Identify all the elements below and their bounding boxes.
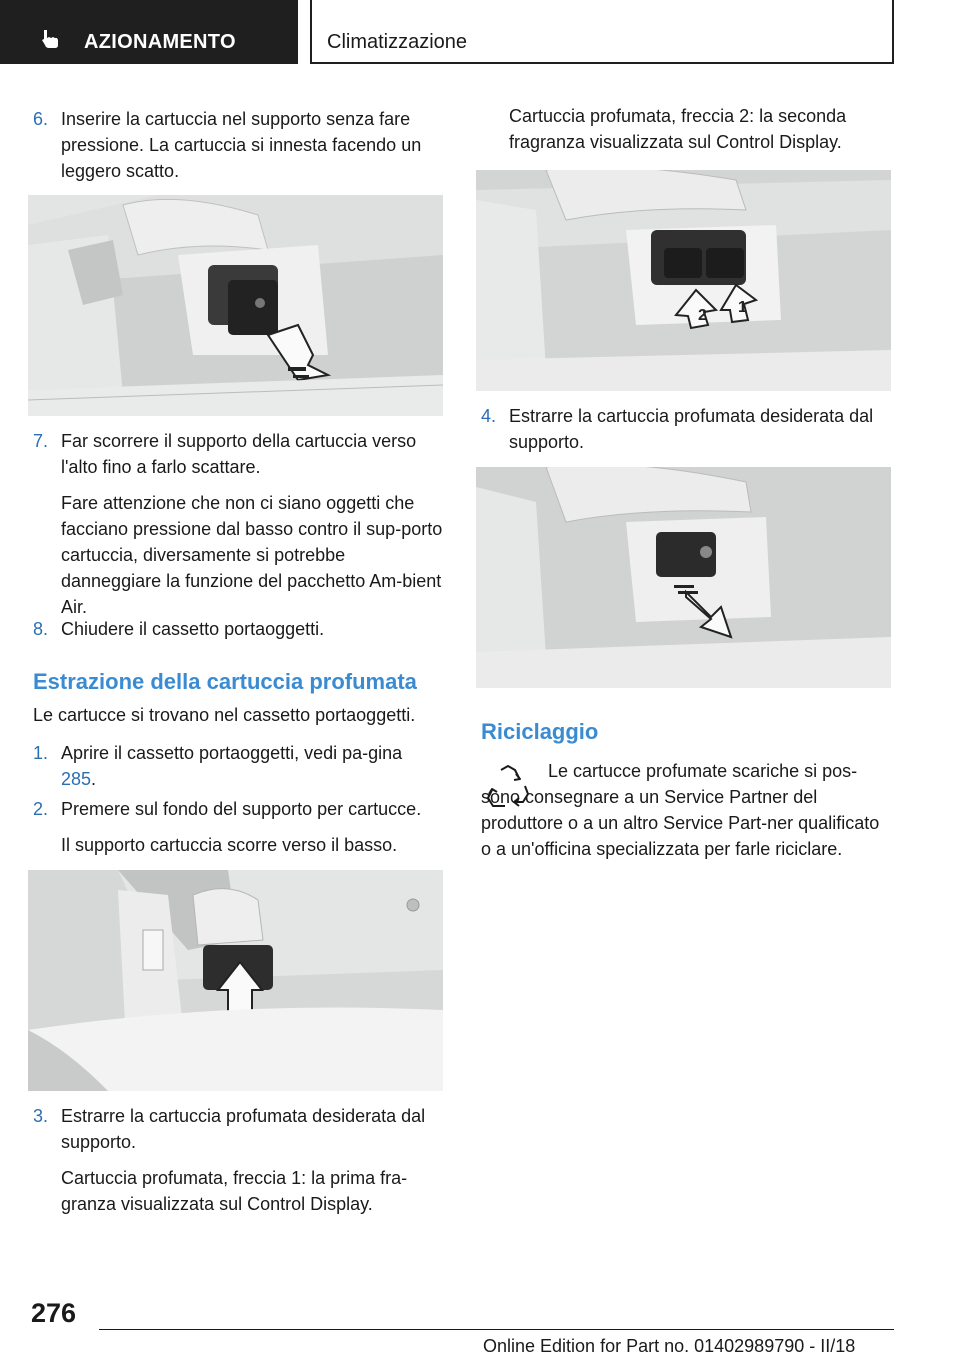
page-number: 276 <box>31 1298 77 1328</box>
step-number: 6. <box>33 109 49 129</box>
arrow-label-1: 1 <box>738 299 747 316</box>
step-4 <box>481 403 896 455</box>
figure-press-holder <box>28 870 443 1091</box>
arrow-label-2: 2 <box>698 307 707 324</box>
step-text: Premere sul fondo del supporto per cartucce. <box>61 799 422 819</box>
step-number: 8. <box>33 619 49 639</box>
footer-divider <box>99 1329 894 1330</box>
step-text: Far scorrere il supporto della cartuccia verso l'alto fino a farlo scattare. <box>61 431 417 477</box>
extract-cartridge-illustration <box>476 467 891 688</box>
step-text <box>61 740 423 792</box>
figure-cartridge-insert <box>28 195 443 416</box>
step-number: 1. <box>33 743 49 763</box>
section-intro: Le cartucce si trovano nel cassetto portaoggetti. <box>33 705 416 725</box>
step-1 <box>33 740 423 792</box>
figure-two-arrows <box>476 170 891 391</box>
section-heading: Estrazione della cartuccia profumata <box>33 669 417 694</box>
step-8 <box>33 616 448 642</box>
step-note: Fare attenzione che non ci siano oggetti che facciano pressione dal basso contro il sup-porto cartuccia, diversamente si potrebbe danneggiare la funzione del pacchetto Am-bient Air. <box>61 493 443 617</box>
section-tab[interactable] <box>0 0 298 64</box>
step-note: Il supporto cartuccia scorre verso il basso. <box>61 835 398 855</box>
page-link[interactable]: 285 <box>61 769 92 789</box>
press-holder-illustration <box>28 870 443 1091</box>
step-text-part: . <box>91 769 97 789</box>
pointing-hand-icon <box>40 28 62 50</box>
cartridge-insert-illustration <box>28 195 443 416</box>
step-text: Chiudere il cassetto portaoggetti. <box>61 619 325 639</box>
step-number: 3. <box>33 1106 49 1126</box>
step-number: 4. <box>481 406 497 426</box>
step-2 <box>33 796 458 858</box>
section-tab-label: AZIONAMENTO <box>84 31 236 53</box>
step-text: Estrarre la cartuccia profumata desiderata dal supporto. <box>61 1106 426 1152</box>
step-3 <box>33 1103 448 1217</box>
chapter-tab-label: Climatizzazione <box>327 31 468 53</box>
chapter-tab[interactable] <box>310 0 894 64</box>
step-number: 2. <box>33 799 49 819</box>
figure-extract-cartridge <box>476 467 891 688</box>
two-arrows-illustration <box>476 170 891 391</box>
continued-note: Cartuccia profumata, freccia 2: la seconda fragranza visualizzata sul Control Display. <box>509 106 847 152</box>
recycling-text <box>481 758 886 862</box>
step-note: Cartuccia profumata, freccia 1: la prima fra-granza visualizzata sul Control Display. <box>61 1168 408 1214</box>
step-7 <box>33 428 448 620</box>
recycling-heading: Riciclaggio <box>481 719 599 744</box>
step-text-part: Aprire il cassetto portaoggetti, vedi pa-gina <box>61 743 403 763</box>
recycling-text-body: Le cartucce profumate scariche si pos-sono consegnare a un Service Partner del produttore o a un altro Service Part-ner qualificato o a un'officina specializzata per farle riciclare. <box>481 761 880 859</box>
step-number: 7. <box>33 431 49 451</box>
step-text: Estrarre la cartuccia profumata desiderata dal supporto. <box>509 406 874 452</box>
edition-note: Online Edition for Part no. 01402989790 - II/18 <box>483 1336 856 1356</box>
step-6 <box>33 106 448 184</box>
step-text: Inserire la cartuccia nel supporto senza fare pressione. La cartuccia si innesta facendo un leggero scatto. <box>61 109 422 181</box>
